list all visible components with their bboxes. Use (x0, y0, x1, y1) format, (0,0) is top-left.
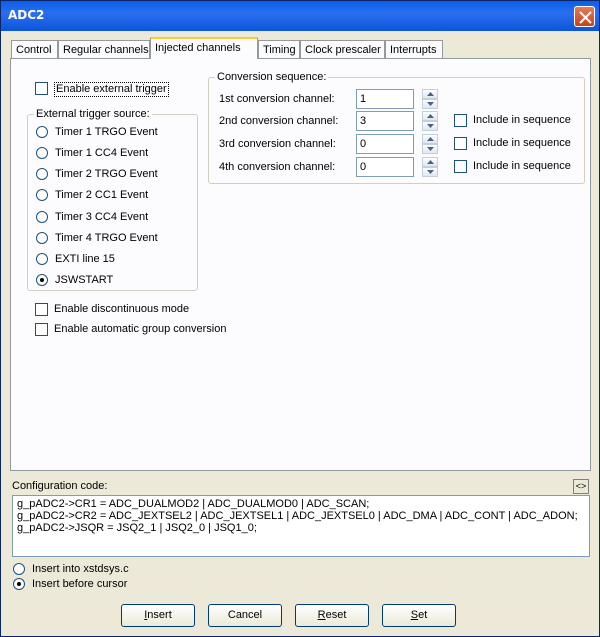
arrow-up-icon (427, 114, 434, 118)
reset-button[interactable] (295, 604, 369, 627)
tab-regular-channels[interactable]: Regular channels (58, 40, 150, 59)
external-trigger-source-group (27, 108, 198, 291)
tab-interrupts[interactable]: Interrupts (385, 40, 443, 59)
spin-down-button[interactable] (422, 167, 438, 177)
tab-timing[interactable]: Timing (258, 40, 300, 59)
external-trigger-source-title: External trigger source: (36, 108, 150, 120)
spin-down-button[interactable] (422, 121, 438, 131)
insert-before-cursor-label: Insert before cursor (32, 578, 128, 590)
arrow-up-icon (427, 92, 434, 96)
radio-circle (36, 126, 48, 138)
cancel-button[interactable] (208, 604, 282, 627)
insert-into-file-label: Insert into xstdsys.c (32, 563, 129, 575)
spin-up-button[interactable] (422, 134, 438, 144)
radio-circle (13, 563, 25, 575)
expand-code-button[interactable]: <> (573, 479, 589, 494)
checkbox-box (35, 82, 48, 95)
checkbox-box (454, 160, 467, 173)
set-button-mnemonic: S (410, 609, 419, 621)
enable-discontinuous-mode-label: Enable discontinuous mode (54, 303, 190, 315)
arrow-down-icon (427, 170, 434, 174)
arrow-down-icon (427, 124, 434, 128)
reset-button-label: eset (325, 609, 347, 621)
enable-automatic-group-conversion-label: Enable automatic group conversion (54, 323, 227, 335)
reset-button-mnemonic: R (317, 609, 326, 621)
arrow-down-icon (427, 147, 434, 151)
window-title: ADC2 (8, 8, 45, 22)
close-icon (579, 11, 592, 24)
conversion-channel-2-input[interactable]: 3 (356, 111, 414, 131)
enable-external-trigger-label: Enable external trigger (56, 83, 167, 95)
include-in-sequence-label: Include in sequence (473, 160, 571, 172)
checkbox-box (454, 137, 467, 150)
spin-down-button[interactable] (422, 99, 438, 109)
set-button[interactable] (382, 604, 456, 627)
close-button[interactable] (574, 6, 595, 27)
conversion-channel-label: 1st conversion channel: (219, 93, 335, 105)
conversion-channel-1-input[interactable]: 1 (356, 89, 414, 109)
title-bar[interactable] (1, 1, 599, 31)
radio-label: EXTI line 15 (55, 253, 115, 265)
configuration-code-textarea[interactable] (12, 495, 590, 557)
tab-control[interactable]: Control (11, 40, 58, 59)
radio-label: JSWSTART (55, 274, 114, 286)
radio-label: Timer 1 TRGO Event (55, 126, 158, 138)
radio-circle (36, 253, 48, 265)
code-line: g_pADC2->JSQR = JSQ2_1 | JSQ2_0 | JSQ1_0; (17, 522, 257, 534)
conversion-channel-1-spinner[interactable] (422, 89, 438, 109)
insert-button-mnemonic: I (144, 609, 148, 621)
insert-button-label: nsert (147, 609, 172, 621)
spin-up-button[interactable] (422, 111, 438, 121)
checkbox-box (454, 114, 467, 127)
conversion-channel-3-input[interactable]: 0 (356, 134, 414, 154)
injected-channels-panel (10, 58, 591, 471)
conversion-channel-label: 4th conversion channel: (219, 161, 336, 173)
include-in-sequence-label: Include in sequence (473, 137, 571, 149)
radio-circle (36, 211, 48, 223)
conversion-channel-2-spinner[interactable] (422, 111, 438, 131)
radio-circle (36, 168, 48, 180)
conversion-channel-label: 3rd conversion channel: (219, 138, 336, 150)
radio-selected-dot (17, 582, 21, 586)
spin-down-button[interactable] (422, 144, 438, 154)
spin-up-button[interactable] (422, 89, 438, 99)
conversion-channel-label: 2nd conversion channel: (219, 115, 339, 127)
arrow-up-icon (427, 137, 434, 141)
radio-label: Timer 2 TRGO Event (55, 168, 158, 180)
insert-button[interactable] (121, 604, 195, 627)
include-in-sequence-label: Include in sequence (473, 114, 571, 126)
tab-clock-prescaler[interactable]: Clock prescaler (300, 40, 385, 59)
code-line: g_pADC2->CR2 = ADC_JEXTSEL2 | ADC_JEXTSEL1 | ADC_JEXTSEL0 | ADC_DMA | ADC_CONT | ADC_ADON; (17, 510, 578, 522)
radio-label: Timer 3 CC4 Event (55, 211, 149, 223)
radio-circle (36, 189, 48, 201)
code-line: g_pADC2->CR1 = ADC_DUALMOD2 | ADC_DUALMOD0 | ADC_SCAN; (17, 498, 370, 510)
spin-up-button[interactable] (422, 157, 438, 167)
radio-label: Timer 2 CC1 Event (55, 189, 149, 201)
conversion-channel-3-spinner[interactable] (422, 134, 438, 154)
tab-injected-channels[interactable]: Injected channels (150, 37, 258, 59)
cancel-button-label: Cancel (227, 609, 263, 621)
radio-circle (36, 274, 48, 286)
checkbox-box (35, 323, 48, 336)
set-button-label: et (418, 609, 428, 621)
radio-circle (36, 147, 48, 159)
radio-selected-dot (40, 278, 44, 282)
conversion-sequence-group (208, 71, 585, 184)
checkbox-box (35, 303, 48, 316)
arrow-up-icon (427, 160, 434, 164)
conversion-sequence-title: Conversion sequence: (217, 71, 327, 83)
radio-label: Timer 1 CC4 Event (55, 147, 149, 159)
configuration-code-label: Configuration code: (12, 480, 108, 492)
arrow-down-icon (427, 102, 434, 106)
conversion-channel-4-spinner[interactable] (422, 157, 438, 177)
radio-circle (13, 578, 25, 590)
conversion-channel-4-input[interactable]: 0 (356, 157, 414, 177)
radio-label: Timer 4 TRGO Event (55, 232, 158, 244)
radio-circle (36, 232, 48, 244)
